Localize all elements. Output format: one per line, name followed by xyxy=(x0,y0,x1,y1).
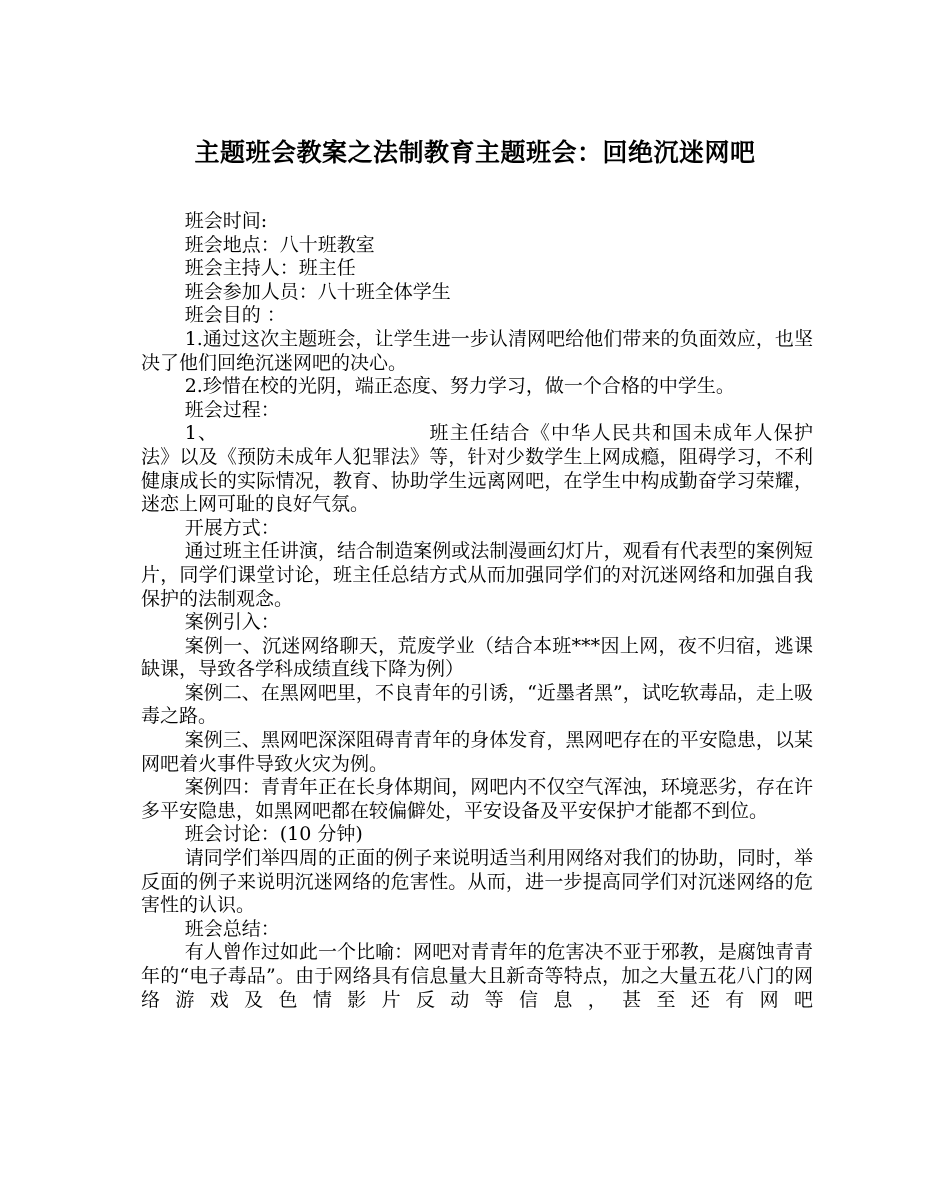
meeting-process-heading: 班会过程： xyxy=(184,398,280,421)
process-item-marker: 1、 xyxy=(184,422,219,445)
process-item-text: 班主任结合《中华人民共和国未成年人保护法》以及《预防未成年人犯罪法》等，针对少数学生上网成瘾，阻碍学习，不利健康成长的实际情况，教育、协助学生远离网吧，在学生中构成勤奋学习荣耀，迷恋上网可耻的良好气氛。 xyxy=(141,422,813,516)
document-body xyxy=(141,210,813,1012)
process-item-1 xyxy=(141,422,813,516)
document-title: 主题班会教案之法制教育主题班会：回绝沉迷网吧 xyxy=(194,138,756,167)
discussion-paragraph: 请同学们举四周的正面的例子来说明适当利用网络对我们的协助，同时，举反面的例子来说明沉迷网络的危害性。从而，进一步提高同学们对沉迷网络的危害性的认识。 xyxy=(141,847,813,917)
purpose-item-1: 1.通过这次主题班会，让学生进一步认清网吧给他们带来的负面效应，也坚决了他们回绝沉迷网吧的决心。 xyxy=(141,327,813,374)
meeting-location: 班会地点：八十班教室 xyxy=(184,233,375,256)
method-heading: 开展方式： xyxy=(184,516,280,539)
meeting-purpose-heading: 班会目的 ： xyxy=(184,304,286,327)
meeting-host: 班会主持人：班主任 xyxy=(184,257,356,280)
summary-paragraph: 有人曾作过如此一个比喻：网吧对青青年的危害决不亚于邪教，是腐蚀青青年的“电子毒品”。由于网络具有信息量大且新奇等特点，加之大量五花八门的网络游戏及色情影片反动等信息，甚至还有网吧 xyxy=(141,941,813,1011)
case-one: 案例一、沉迷网络聊天，荒废学业（结合本班***因上网，夜不归宿，逃课缺课，导致各学科成绩直线下降为例） xyxy=(141,634,813,681)
case-four: 案例四：青青年正在长身体期间，网吧内不仅空气浑浊，环境恶劣，存在许多平安隐患，如黑网吧都在较偏僻处，平安设备及平安保护才能都不到位。 xyxy=(141,776,813,822)
summary-heading: 班会总结： xyxy=(184,917,280,940)
method-paragraph: 通过班主任讲演，结合制造案例或法制漫画幻灯片，观看有代表型的案例短片，同学们课堂讨论，班主任总结方式从而加强同学们的对沉迷网络和加强自我保护的法制观念。 xyxy=(141,540,813,610)
meeting-participants: 班会参加人员：八十班全体学生 xyxy=(184,280,451,303)
case-intro-heading: 案例引入： xyxy=(184,611,280,634)
case-two: 案例二、在黑网吧里，不良青年的引诱，“近墨者黑”，试吃软毒品，走上吸毒之路。 xyxy=(141,681,813,728)
purpose-item-2: 2.珍惜在校的光阴，端正态度、努力学习，做一个合格的中学生。 xyxy=(184,375,735,398)
discussion-heading: 班会讨论：(10 分钟) xyxy=(184,823,363,846)
meeting-time: 班会时间: xyxy=(184,210,268,232)
case-three: 案例三、黑网吧深深阻碍青青年的身体发育，黑网吧存在的平安隐患，以某网吧着火事件导致火灾为例。 xyxy=(141,729,813,775)
